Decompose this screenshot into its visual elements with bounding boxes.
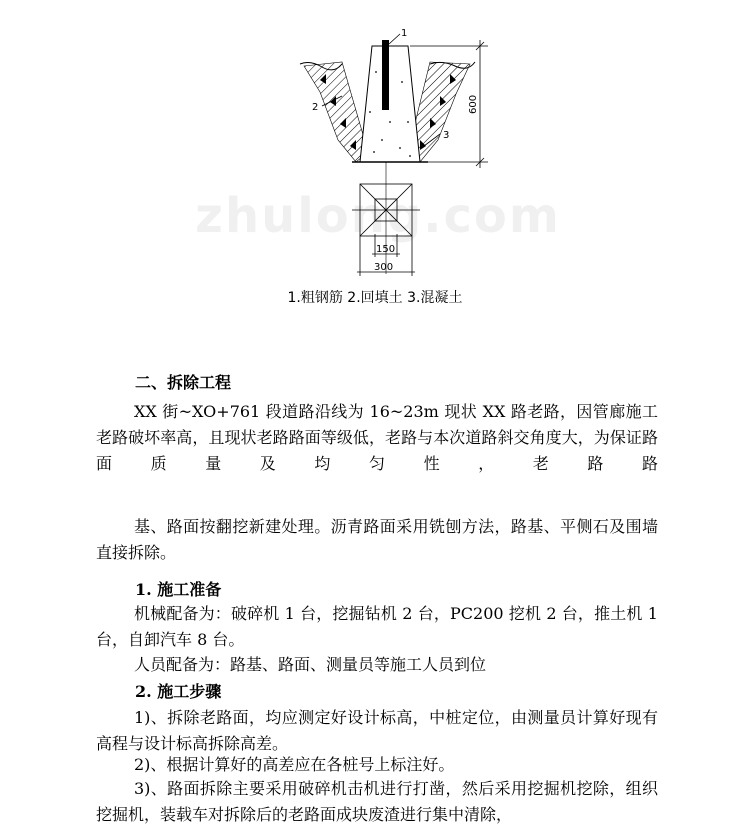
- paragraph-step-2: 2)、根据计算好的高差应在各桩号上标注好。: [134, 755, 455, 774]
- paragraph-step-1: 1)、拆除老路面，均应测定好设计标高，中桩定位，由测量员计算好现有高程与设计标高拆除高差。: [96, 708, 658, 753]
- paragraph-machinery: 机械配备为：破碎机 1 台，挖掘钻机 2 台，PC200 挖机 2 台，推土机 1 台，自卸汽车 8 台。: [96, 604, 658, 649]
- paragraph-personnel: 人员配备为：路基、路面、测量员等施工人员到位: [134, 655, 487, 674]
- section-heading: 二、拆除工程: [135, 373, 232, 392]
- callout-2: 2: [312, 102, 319, 113]
- subheading-preparation: 1. 施工准备: [135, 580, 222, 599]
- watermark: zhulong.com: [195, 188, 561, 244]
- paragraph-step-3: 3)、路面拆除主要采用破碎机击机进行打凿，然后采用挖掘机挖除，组织挖掘机，装载车对拆除后的老路面成块废渣进行集中清除，: [96, 779, 658, 824]
- callout-1: 1: [401, 28, 408, 39]
- plan-outer-dimension: 300: [374, 262, 394, 273]
- paragraph-2: 基、路面按翻挖新建处理。沥青路面采用铣刨方法，路基、平侧石及围墙直接拆除。: [96, 517, 658, 562]
- subheading-steps: 2. 施工步骤: [135, 682, 222, 701]
- benchmark-pile-diagram: [290, 22, 510, 284]
- plan-inner-dimension: 150: [376, 244, 396, 255]
- steel-rebar: [382, 40, 389, 110]
- paragraph-1: XX 街~XO+761 段道路沿线为 16~23m 现状 XX 路老路，因管廊施工老路破坏率高，且现状老路路面等级低，老路与本次道路斜交角度大，为保证路面质量及均匀性，老路路: [96, 402, 658, 473]
- concrete-block: [352, 46, 428, 162]
- height-dimension-label: 600: [468, 94, 479, 114]
- callout-3: 3: [443, 130, 450, 141]
- figure-caption: 1.粗钢筋 2.回填土 3.混凝土: [287, 290, 463, 306]
